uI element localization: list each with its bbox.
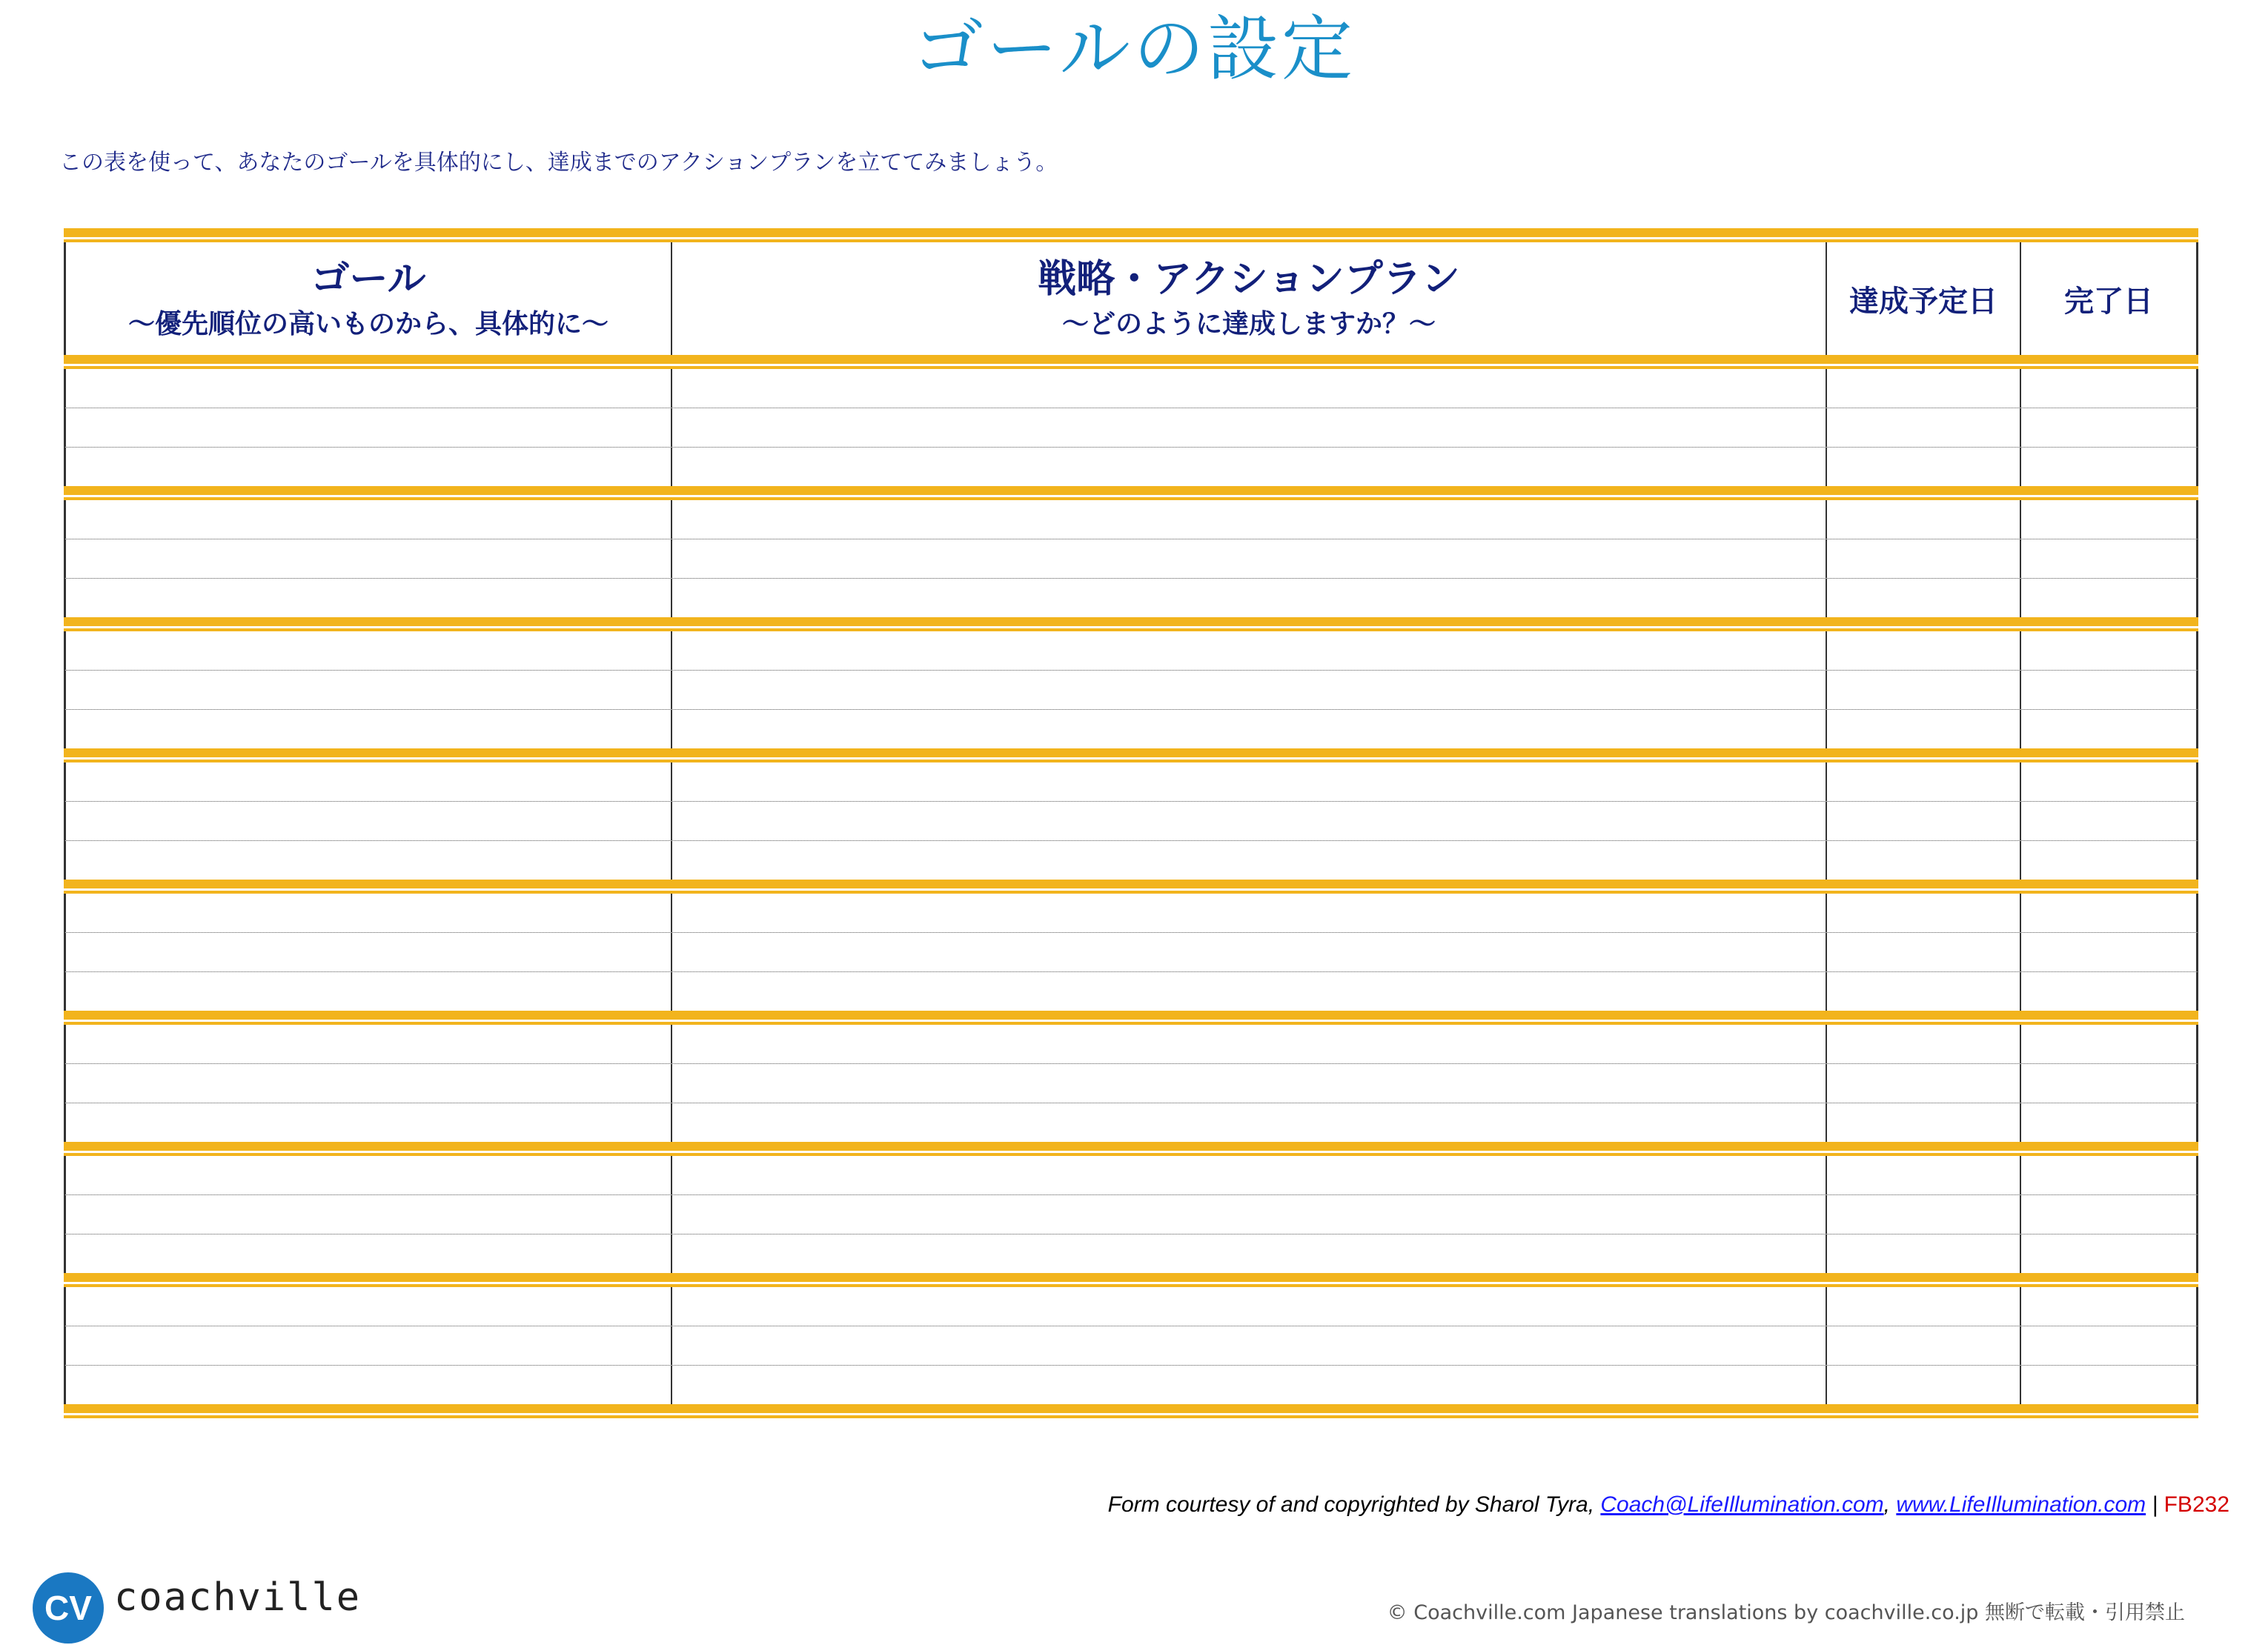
target-date-cell[interactable] bbox=[1827, 1103, 2021, 1142]
header-completion-date-label: 完了日 bbox=[2064, 284, 2153, 319]
table-row bbox=[64, 972, 2198, 1011]
strategy-cell[interactable] bbox=[672, 802, 1827, 840]
table-row bbox=[64, 894, 2198, 933]
strategy-cell[interactable] bbox=[672, 1103, 1827, 1142]
credit-pipe: | bbox=[2146, 1492, 2164, 1517]
table-row bbox=[64, 1234, 2198, 1273]
strategy-cell[interactable] bbox=[672, 1326, 1827, 1365]
target-date-cell[interactable] bbox=[1827, 539, 2021, 578]
goal-cell[interactable] bbox=[66, 1326, 672, 1365]
header-strategy-title: 戦略・アクションプラン bbox=[1038, 257, 1460, 302]
goal-cell[interactable] bbox=[66, 1195, 672, 1234]
copyright-text: © Coachville.com Japanese translations by coachville.co.jp 無断で転載・引用禁止 bbox=[1387, 1601, 2185, 1624]
intro-text: この表を使って、あなたのゴールを具体的にし、達成までのアクションプランを立ててみましょう。 bbox=[59, 150, 1058, 176]
table-bottom-thin-border bbox=[64, 1415, 2198, 1418]
strategy-cell[interactable] bbox=[672, 500, 1827, 539]
completion-date-cell[interactable] bbox=[2021, 1326, 2196, 1365]
target-date-cell[interactable] bbox=[1827, 579, 2021, 617]
target-date-cell[interactable] bbox=[1827, 841, 2021, 880]
completion-date-cell[interactable] bbox=[2021, 1156, 2196, 1194]
goal-cell[interactable] bbox=[66, 1103, 672, 1142]
group-separator bbox=[64, 1011, 2198, 1020]
header-completion-date bbox=[2021, 242, 2196, 355]
table-row bbox=[64, 710, 2198, 748]
strategy-cell[interactable] bbox=[672, 1156, 1827, 1194]
completion-date-cell[interactable] bbox=[2021, 500, 2196, 539]
completion-date-cell[interactable] bbox=[2021, 539, 2196, 578]
strategy-cell[interactable] bbox=[672, 762, 1827, 801]
group-separator bbox=[64, 355, 2198, 364]
table-header bbox=[64, 242, 2198, 355]
completion-date-cell[interactable] bbox=[2021, 579, 2196, 617]
table-row bbox=[64, 1326, 2198, 1366]
table-row bbox=[64, 671, 2198, 710]
header-target-date bbox=[1827, 242, 2021, 355]
group-separator bbox=[64, 880, 2198, 888]
target-date-cell[interactable] bbox=[1827, 1287, 2021, 1326]
completion-date-cell[interactable] bbox=[2021, 1366, 2196, 1404]
goal-group bbox=[64, 762, 2198, 880]
completion-date-cell[interactable] bbox=[2021, 710, 2196, 748]
credit-website-link[interactable]: www.LifeIllumination.com bbox=[1896, 1492, 2146, 1517]
table-row bbox=[64, 408, 2198, 448]
header-goal bbox=[66, 242, 672, 355]
table-row bbox=[64, 1366, 2198, 1404]
table-row bbox=[64, 1156, 2198, 1195]
target-date-cell[interactable] bbox=[1827, 762, 2021, 801]
strategy-cell[interactable] bbox=[672, 1195, 1827, 1234]
strategy-cell[interactable] bbox=[672, 1366, 1827, 1404]
goal-table bbox=[64, 228, 2198, 1418]
goal-cell[interactable] bbox=[66, 841, 672, 880]
goal-group bbox=[64, 369, 2198, 486]
target-date-cell[interactable] bbox=[1827, 1195, 2021, 1234]
completion-date-cell[interactable] bbox=[2021, 408, 2196, 447]
goal-cell[interactable] bbox=[66, 671, 672, 709]
table-row bbox=[64, 933, 2198, 972]
table-body bbox=[64, 355, 2198, 1418]
completion-date-cell[interactable] bbox=[2021, 631, 2196, 670]
completion-date-cell[interactable] bbox=[2021, 1287, 2196, 1326]
completion-date-cell[interactable] bbox=[2021, 933, 2196, 971]
strategy-cell[interactable] bbox=[672, 972, 1827, 1011]
table-row bbox=[64, 448, 2198, 486]
target-date-cell[interactable] bbox=[1827, 500, 2021, 539]
strategy-cell[interactable] bbox=[672, 894, 1827, 932]
goal-group bbox=[64, 1025, 2198, 1142]
target-date-cell[interactable] bbox=[1827, 631, 2021, 670]
completion-date-cell[interactable] bbox=[2021, 802, 2196, 840]
goal-cell[interactable] bbox=[66, 710, 672, 748]
table-row bbox=[64, 762, 2198, 802]
target-date-cell[interactable] bbox=[1827, 710, 2021, 748]
goal-cell[interactable] bbox=[66, 579, 672, 617]
strategy-cell[interactable] bbox=[672, 408, 1827, 447]
completion-date-cell[interactable] bbox=[2021, 671, 2196, 709]
strategy-cell[interactable] bbox=[672, 1234, 1827, 1273]
header-goal-subtitle: ～優先順位の高いものから、具体的に～ bbox=[127, 309, 609, 339]
goal-cell[interactable] bbox=[66, 448, 672, 486]
group-separator bbox=[64, 617, 2198, 626]
header-strategy-subtitle: ～どのように達成しますか？～ bbox=[1061, 309, 1436, 339]
goal-group bbox=[64, 1156, 2198, 1273]
credit-prefix: Form courtesy of and copyrighted by Sharol Tyra, bbox=[1107, 1492, 1601, 1517]
target-date-cell[interactable] bbox=[1827, 671, 2021, 709]
completion-date-cell[interactable] bbox=[2021, 1103, 2196, 1142]
goal-cell[interactable] bbox=[66, 631, 672, 670]
goal-cell[interactable] bbox=[66, 1156, 672, 1194]
group-separator bbox=[64, 486, 2198, 495]
table-row bbox=[64, 1195, 2198, 1234]
goal-group bbox=[64, 1287, 2198, 1404]
target-date-cell[interactable] bbox=[1827, 448, 2021, 486]
goal-cell[interactable] bbox=[66, 933, 672, 971]
goal-cell[interactable] bbox=[66, 369, 672, 408]
table-row bbox=[64, 369, 2198, 408]
target-date-cell[interactable] bbox=[1827, 894, 2021, 932]
table-row bbox=[64, 1287, 2198, 1326]
target-date-cell[interactable] bbox=[1827, 369, 2021, 408]
completion-date-cell[interactable] bbox=[2021, 972, 2196, 1011]
target-date-cell[interactable] bbox=[1827, 1156, 2021, 1194]
table-row bbox=[64, 841, 2198, 880]
target-date-cell[interactable] bbox=[1827, 1326, 2021, 1365]
strategy-cell[interactable] bbox=[672, 369, 1827, 408]
strategy-cell[interactable] bbox=[672, 1064, 1827, 1103]
completion-date-cell[interactable] bbox=[2021, 1025, 2196, 1063]
completion-date-cell[interactable] bbox=[2021, 841, 2196, 880]
goal-cell[interactable] bbox=[66, 894, 672, 932]
strategy-cell[interactable] bbox=[672, 539, 1827, 578]
goal-cell[interactable] bbox=[66, 762, 672, 801]
group-separator bbox=[64, 748, 2198, 757]
strategy-cell[interactable] bbox=[672, 671, 1827, 709]
table-row bbox=[64, 1103, 2198, 1142]
strategy-cell[interactable] bbox=[672, 841, 1827, 880]
table-top-border bbox=[64, 228, 2198, 237]
target-date-cell[interactable] bbox=[1827, 972, 2021, 1011]
strategy-cell[interactable] bbox=[672, 1025, 1827, 1063]
goal-group bbox=[64, 631, 2198, 748]
table-row bbox=[64, 1025, 2198, 1064]
header-strategy bbox=[672, 242, 1827, 355]
strategy-cell[interactable] bbox=[672, 448, 1827, 486]
strategy-cell[interactable] bbox=[672, 631, 1827, 670]
strategy-cell[interactable] bbox=[672, 579, 1827, 617]
table-row bbox=[64, 500, 2198, 539]
goal-group bbox=[64, 500, 2198, 617]
target-date-cell[interactable] bbox=[1827, 933, 2021, 971]
goal-cell[interactable] bbox=[66, 972, 672, 1011]
goal-cell[interactable] bbox=[66, 1234, 672, 1273]
target-date-cell[interactable] bbox=[1827, 1234, 2021, 1273]
completion-date-cell[interactable] bbox=[2021, 1064, 2196, 1103]
strategy-cell[interactable] bbox=[672, 1287, 1827, 1326]
page-title: ゴールの設定 bbox=[912, 7, 1356, 90]
group-separator bbox=[64, 1273, 2198, 1282]
coachville-logo bbox=[33, 1572, 361, 1644]
group-separator bbox=[64, 1142, 2198, 1151]
logo-wordmark: coachville bbox=[114, 1575, 362, 1620]
target-date-cell[interactable] bbox=[1827, 802, 2021, 840]
completion-date-cell[interactable] bbox=[2021, 369, 2196, 408]
target-date-cell[interactable] bbox=[1827, 1025, 2021, 1063]
target-date-cell[interactable] bbox=[1827, 408, 2021, 447]
completion-date-cell[interactable] bbox=[2021, 1234, 2196, 1273]
cv-logo-icon: CV bbox=[33, 1572, 104, 1644]
completion-date-cell[interactable] bbox=[2021, 894, 2196, 932]
goal-cell[interactable] bbox=[66, 1064, 672, 1103]
completion-date-cell[interactable] bbox=[2021, 762, 2196, 801]
credit-line bbox=[1108, 1492, 2229, 1518]
strategy-cell[interactable] bbox=[672, 933, 1827, 971]
completion-date-cell[interactable] bbox=[2021, 448, 2196, 486]
goal-cell[interactable] bbox=[66, 500, 672, 539]
table-row bbox=[64, 631, 2198, 671]
form-code: FB232 bbox=[2163, 1492, 2229, 1517]
table-row bbox=[64, 1064, 2198, 1103]
header-goal-title: ゴール bbox=[311, 257, 426, 302]
credit-separator: , bbox=[1883, 1492, 1897, 1517]
goal-cell[interactable] bbox=[66, 1025, 672, 1063]
goal-cell[interactable] bbox=[66, 539, 672, 578]
table-bottom-border bbox=[64, 1404, 2198, 1413]
goal-cell[interactable] bbox=[66, 1366, 672, 1404]
completion-date-cell[interactable] bbox=[2021, 1195, 2196, 1234]
target-date-cell[interactable] bbox=[1827, 1366, 2021, 1404]
goal-cell[interactable] bbox=[66, 408, 672, 447]
header-target-date-label: 達成予定日 bbox=[1849, 284, 1997, 319]
strategy-cell[interactable] bbox=[672, 710, 1827, 748]
table-row bbox=[64, 539, 2198, 579]
table-row bbox=[64, 802, 2198, 841]
credit-email-link[interactable]: Coach@LifeIllumination.com bbox=[1600, 1492, 1884, 1517]
goal-cell[interactable] bbox=[66, 1287, 672, 1326]
table-row bbox=[64, 579, 2198, 617]
goal-group bbox=[64, 894, 2198, 1011]
goal-cell[interactable] bbox=[66, 802, 672, 840]
target-date-cell[interactable] bbox=[1827, 1064, 2021, 1103]
